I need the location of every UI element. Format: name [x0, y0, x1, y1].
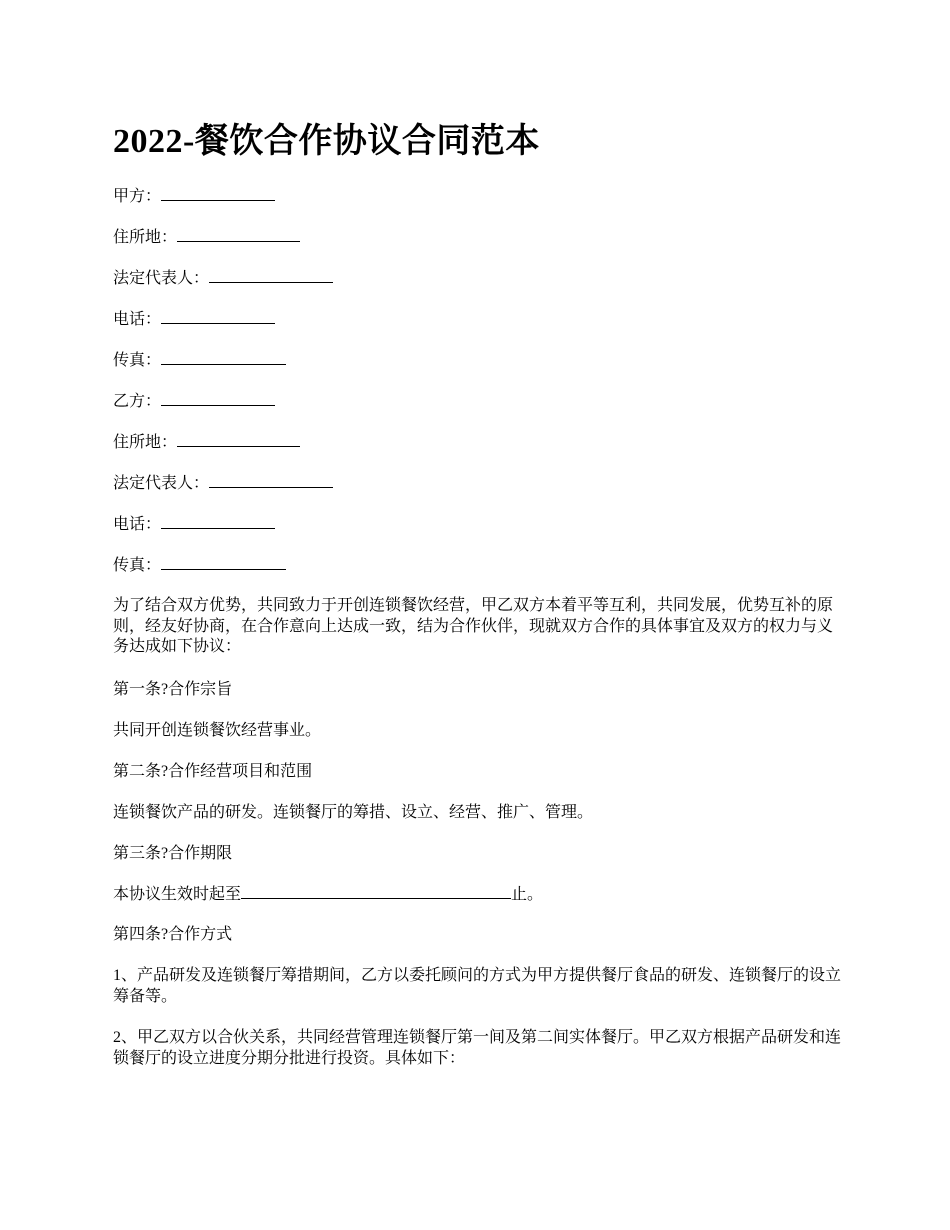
- party-a-address-blank[interactable]: [177, 227, 300, 242]
- party-b-address-blank[interactable]: [177, 432, 300, 447]
- intro-paragraph: 为了结合双方优势，共同致力于开创连锁餐饮经营，甲乙双方本着平等互利，共同发展，优势互补的原则，经友好协商，在合作意向上达成一致，结为合作伙伴，现就双方合作的具体事宜及双方的权力与义务达成如下协议：: [113, 597, 834, 655]
- party-a-fax-field: 传真：: [113, 350, 286, 371]
- party-a-address-field: 住所地：: [113, 227, 300, 248]
- party-b-phone-field: 电话：: [113, 514, 275, 535]
- article-4-item-2: 2、甲乙双方以合伙关系，共同经营管理连锁餐厅第一间及第二间实体餐厅。甲乙双方根据产品研发和连锁餐厅的设立进度分期分批进行投资。具体如下：: [113, 1029, 842, 1067]
- party-b-address-field: 住所地：: [113, 432, 300, 453]
- party-b-representative-blank[interactable]: [209, 473, 333, 488]
- article-1-body: 共同开创连锁餐饮经营事业。: [113, 722, 322, 739]
- article-3-heading: 第三条?合作期限: [113, 845, 233, 862]
- document-title: 2022-餐饮合作协议合同范本: [113, 123, 540, 160]
- party-b-representative-field: 法定代表人：: [113, 473, 333, 494]
- party-a-phone-field: 电话：: [113, 309, 275, 330]
- article-2-body: 连锁餐饮产品的研发。连锁餐厅的筹措、设立、经营、推广、管理。: [113, 804, 594, 821]
- article-4-heading: 第四条?合作方式: [113, 926, 233, 943]
- party-b-fax-field: 传真：: [113, 555, 286, 576]
- party-b-blank[interactable]: [161, 391, 275, 406]
- article-2-heading: 第二条?合作经营项目和范围: [113, 763, 313, 780]
- party-b-label-field: 乙方：: [113, 391, 275, 412]
- party-a-fax-blank[interactable]: [161, 350, 286, 365]
- party-a-blank[interactable]: [161, 186, 275, 201]
- party-a-phone-blank[interactable]: [161, 309, 275, 324]
- article-3-body: 本协议生效时起至 止。: [113, 886, 544, 903]
- term-end-date-blank[interactable]: [241, 884, 511, 899]
- party-b-fax-blank[interactable]: [161, 555, 286, 570]
- party-b-phone-blank[interactable]: [161, 514, 275, 529]
- article-4-item-1: 1、产品研发及连锁餐厅筹措期间，乙方以委托顾问的方式为甲方提供餐厅食品的研发、连锁餐厅的设立筹备等。: [113, 967, 842, 1005]
- party-a-representative-field: 法定代表人：: [113, 268, 333, 289]
- article-1-heading: 第一条?合作宗旨: [113, 681, 233, 698]
- party-a-representative-blank[interactable]: [209, 268, 333, 283]
- party-a-label-field: 甲方：: [113, 186, 275, 207]
